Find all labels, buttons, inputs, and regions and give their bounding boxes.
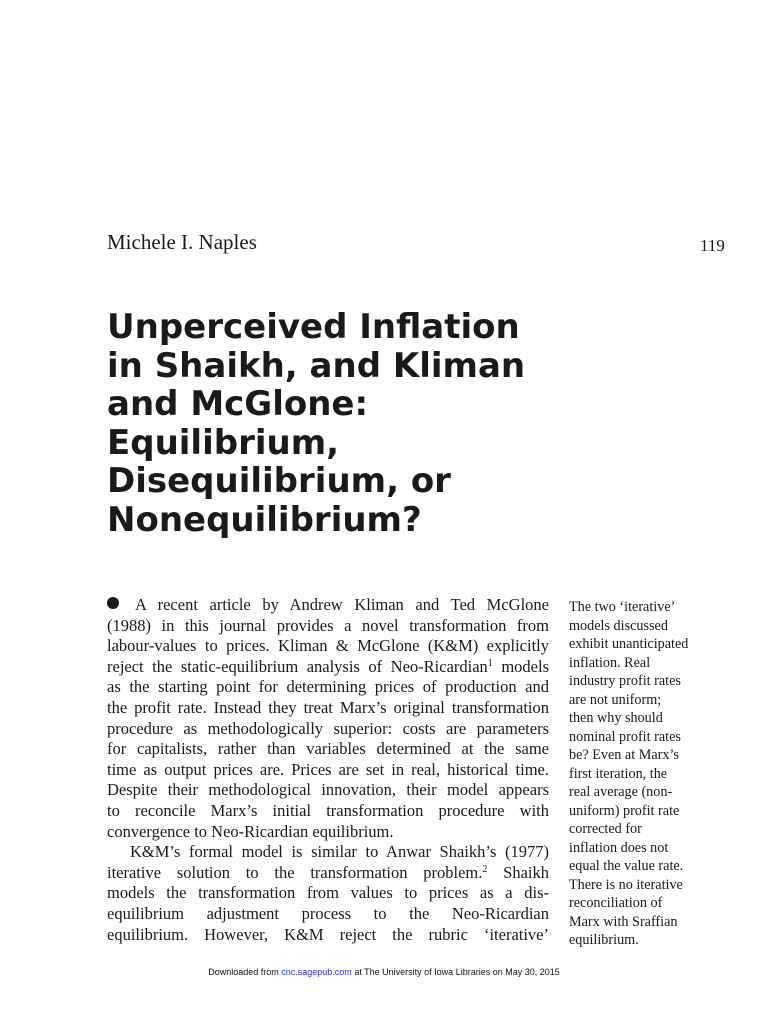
footnote-marker-1[interactable]: 1: [487, 657, 493, 669]
body-line: for capitalists, rather than variables determined at the same: [107, 739, 549, 759]
author-name: Michele I. Naples: [107, 230, 257, 254]
margin-note-line: inflation does not: [569, 839, 669, 856]
body-line: (1988) in this journal provides a novel transformation from: [107, 615, 549, 635]
title-line: and McGlone:: [107, 384, 369, 425]
body-line-1: A recent article by Andrew Kliman and Ted McGlone: [107, 595, 549, 616]
margin-note-line: uniform) profit rate: [569, 802, 680, 819]
body-line: time as output prices are. Prices are set in real, historical time.: [107, 759, 549, 779]
download-footer: [0, 967, 768, 977]
margin-note-line: corrected for: [569, 821, 642, 837]
title-line: Disequilibrium, or: [107, 461, 451, 502]
margin-note-line: equal the value rate.: [569, 858, 684, 874]
title-line: in Shaikh, and Kliman: [107, 345, 526, 386]
title-line: Nonequilibrium?: [107, 499, 422, 540]
margin-note-line: exhibit unanticipated: [569, 636, 689, 652]
title-line: Equilibrium,: [107, 422, 340, 463]
margin-note-line: industry profit rates: [569, 673, 681, 689]
margin-note-line: Marx with Sraffian: [569, 913, 678, 930]
body-line: K&M’s formal model is similar to Anwar Shaikh’s (1977): [130, 842, 549, 862]
margin-note-line: first iteration, the: [569, 765, 668, 782]
margin-note-line: The two ‘iterative’: [569, 599, 676, 615]
margin-note-line: real average (non-: [569, 784, 673, 800]
margin-note-line: then why should: [569, 710, 663, 726]
body-line: convergence to Neo-Ricardian equilibrium.: [107, 821, 394, 841]
body-line: labour-values to prices. Kliman & McGlone (K&M) explicitly: [107, 636, 549, 656]
article-title: [107, 308, 577, 540]
margin-note-line: models discussed: [569, 617, 668, 634]
body-line: as the starting point for determining prices of production and: [107, 677, 549, 697]
body-line: procedure as methodologically superior: costs are parameters: [107, 718, 549, 738]
margin-note-line: There is no iterative: [569, 876, 683, 893]
footer-suffix: at The University of Iowa Libraries on May 30, 2015: [351, 967, 560, 977]
margin-note-line: are not uniform;: [569, 691, 662, 708]
body-line-with-footnote: reject the static-equilibrium analysis of Neo-Ricardian$^1$ models: [107, 656, 549, 676]
footnote-marker-2[interactable]: 2: [482, 863, 488, 875]
body-line-with-footnote: iterative solution to the transformation problem.$^2$ Shaikh: [107, 862, 549, 882]
body-line: equilibrium adjustment process to the Neo-Ricardian: [107, 903, 549, 923]
footer-source-link[interactable]: cnc.sagepub.com: [281, 967, 352, 977]
margin-note-line: nominal profit rates: [569, 728, 681, 745]
body-line: the profit rate. Instead they treat Marx’s original transformation: [107, 697, 549, 717]
body-line: equilibrium. However, K&M reject the rubric ‘iterative’: [107, 924, 549, 944]
title-line: Unperceived Inflation: [107, 307, 520, 347]
footer-prefix: Downloaded from: [208, 967, 282, 977]
margin-note-line: be? Even at Marx’s: [569, 747, 679, 763]
body-line: to reconcile Marx’s initial transformation procedure with: [107, 800, 549, 820]
bullet-icon: [107, 597, 119, 609]
page-number: 119: [700, 236, 725, 255]
body-text: [107, 595, 549, 945]
margin-note-line: reconciliation of: [569, 895, 663, 911]
body-line: models the transformation from values to prices as a dis-: [107, 883, 549, 903]
margin-note-line: inflation. Real: [569, 654, 651, 671]
margin-note: [569, 598, 739, 950]
body-line: Despite their methodological innovation, their model appears: [107, 780, 549, 800]
margin-note-line: equilibrium.: [569, 932, 639, 948]
